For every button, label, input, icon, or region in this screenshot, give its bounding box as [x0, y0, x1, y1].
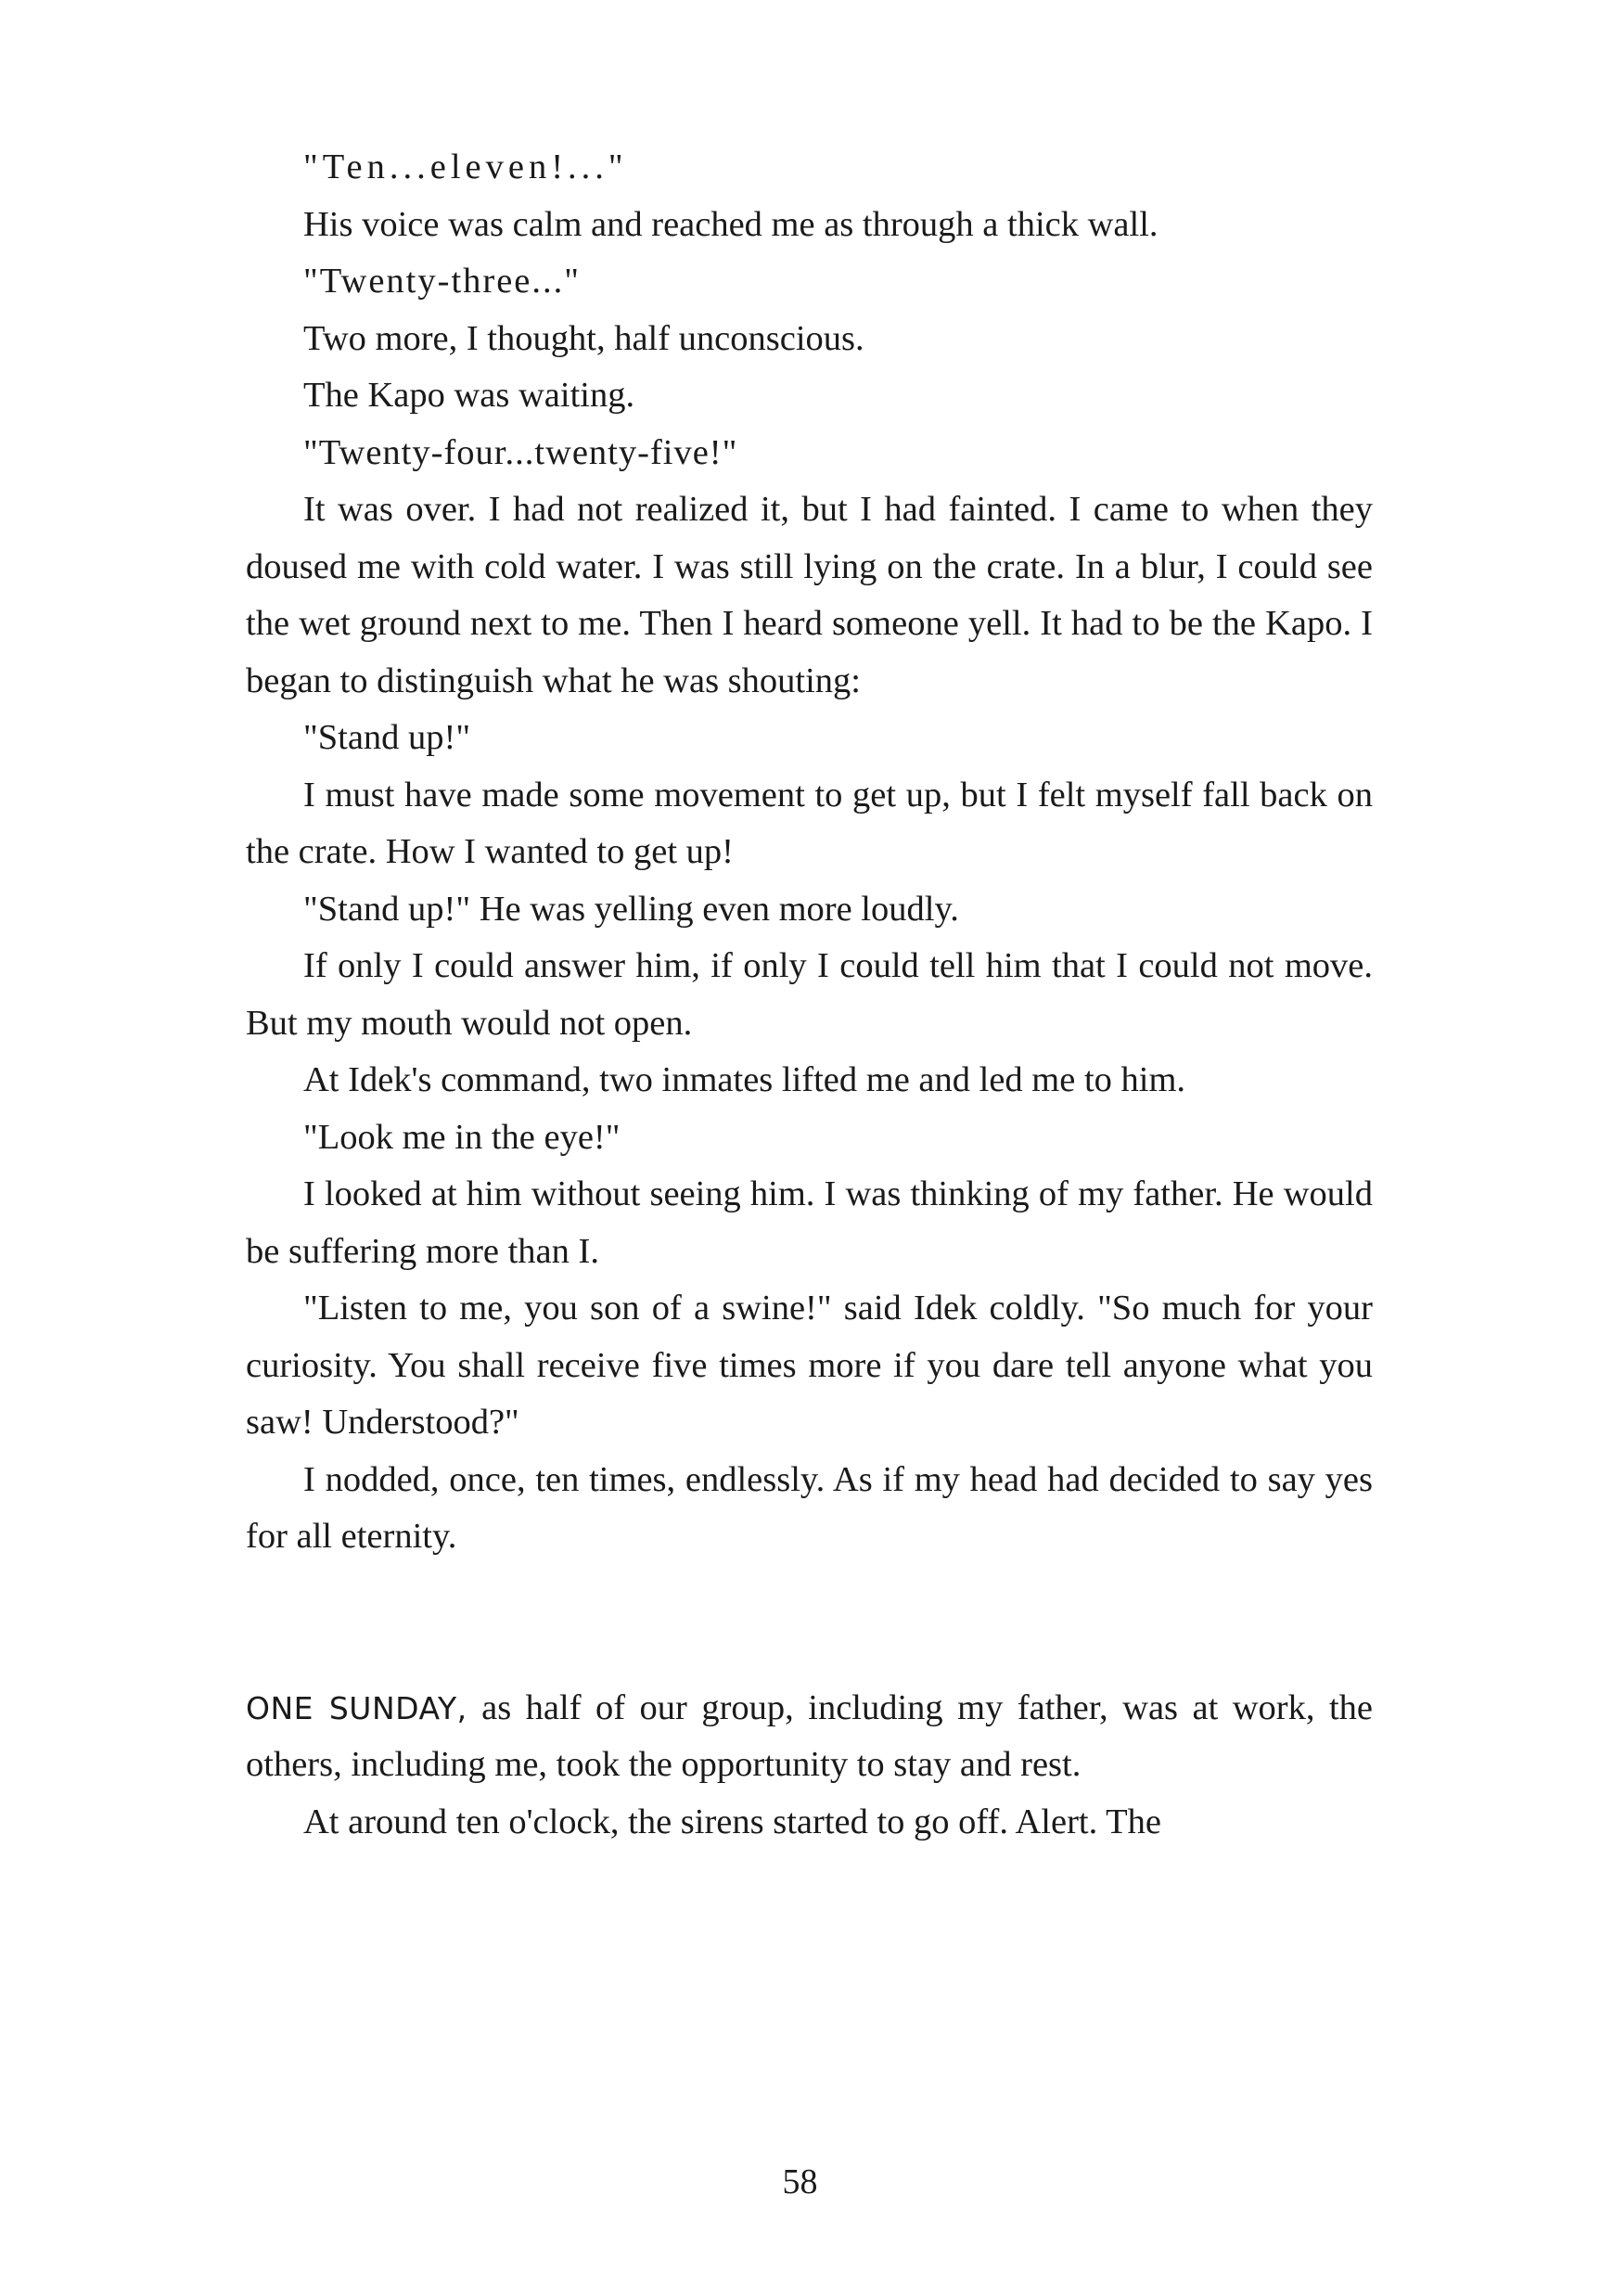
paragraph: His voice was calm and reached me as through a thick wall.	[303, 204, 1158, 244]
paragraph: "Look me in the eye!"	[303, 1117, 621, 1157]
paragraph: At around ten o'clock, the sirens started to go off. Alert. The	[303, 1802, 1162, 1841]
paragraph: "Twenty-four...twenty-five!"	[303, 432, 738, 472]
section-break	[246, 1566, 1373, 1680]
section-lead-in: ONE SUNDAY,	[246, 1689, 467, 1726]
paragraph: I nodded, once, ten times, endlessly. As if my head had decided to say yes for all eternity.	[246, 1459, 1373, 1556]
paragraph: It was over. I had not realized it, but I had fainted. I came to when they doused me with cold water. I was still lying on the crate. In a blur, I could see the wet ground next to me. Then I heard someone yell. It had to be the Kapo. I began to distinguish what he was shouting:	[246, 490, 1373, 700]
paragraph: I must have made some movement to get up, but I felt myself fall back on the crate. How I wanted to get up!	[246, 775, 1373, 871]
paragraph: "Listen to me, you son of a swine!" said Idek coldly. "So much for your curiosity. You shall receive five times more if you dare tell anyone what you saw! Understood?"	[246, 1289, 1373, 1442]
page-body	[246, 139, 1373, 1851]
paragraph: If only I could answer him, if only I could tell him that I could not move. But my mouth would not open.	[246, 946, 1373, 1043]
paragraph: "Twenty-three..."	[303, 262, 581, 301]
paragraph: "Ten...eleven!..."	[303, 148, 628, 186]
paragraph: Two more, I thought, half unconscious.	[303, 318, 864, 358]
section-opening-paragraph	[246, 1680, 1373, 1794]
paragraph: "Stand up!"	[303, 718, 471, 757]
paragraph: The Kapo was waiting.	[303, 376, 635, 415]
paragraph: At Idek's command, two inmates lifted me and led me to him.	[303, 1060, 1186, 1099]
page-number: 58	[782, 2162, 818, 2201]
section-opening-text: as half of our group, including my father, was at work, the others, including me, took the opportunity to stay and rest.	[246, 1687, 1374, 1784]
paragraph: "Stand up!" He was yelling even more loudly.	[303, 889, 959, 929]
paragraph: I looked at him without seeing him. I was thinking of my father. He would be suffering more than I.	[246, 1174, 1373, 1271]
